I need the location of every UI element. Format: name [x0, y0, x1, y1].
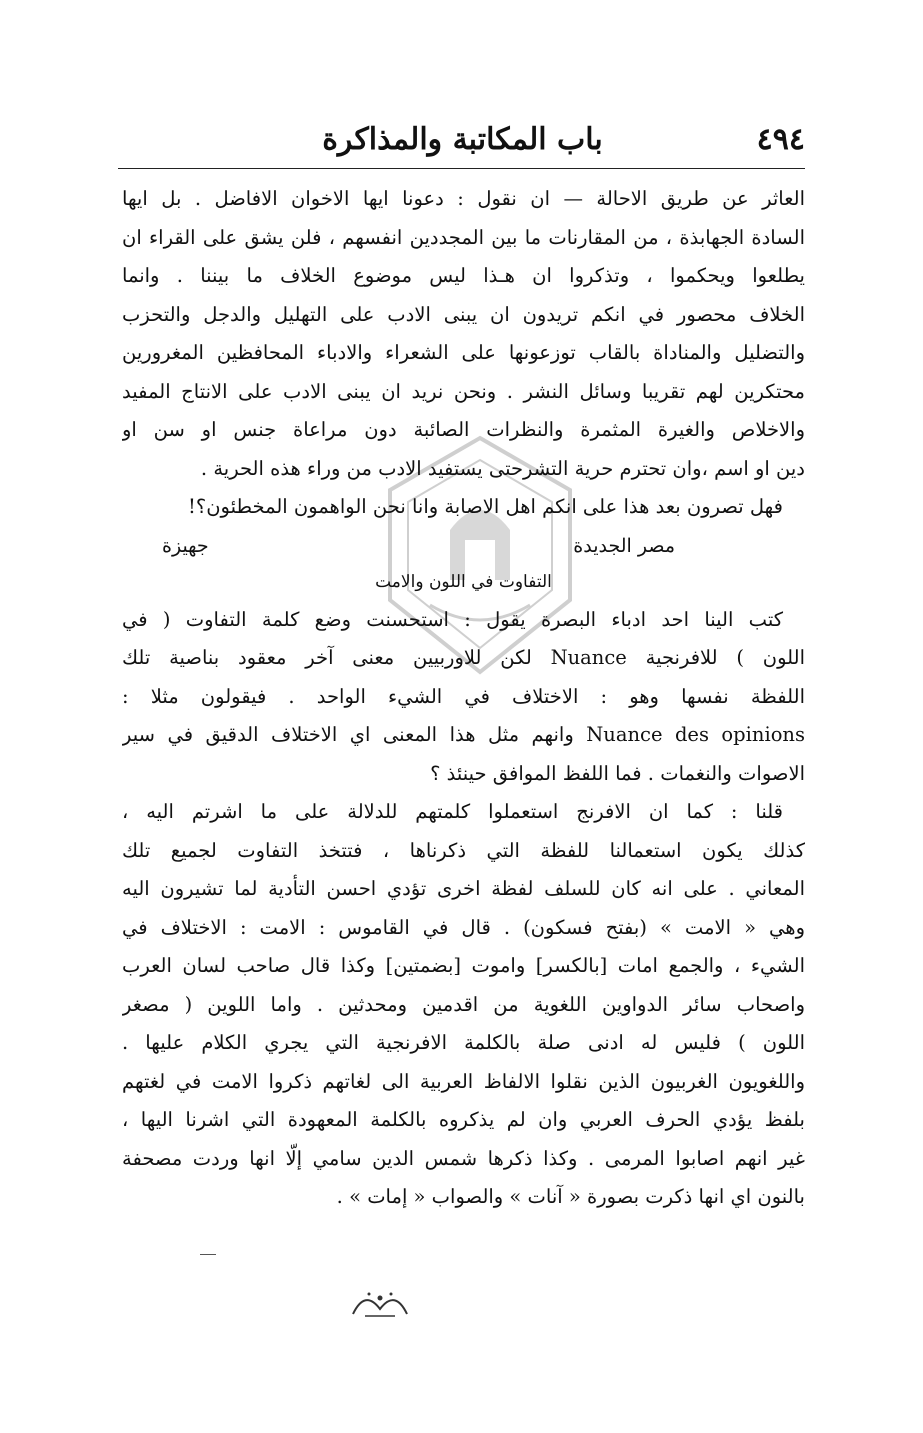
text-line: قلنا : كما ان الافرنج استعملوا كلمتهم للدلالة على ما اشرتم اليه ، — [122, 800, 783, 823]
page-title: باب المكاتبة والمذاكرة — [322, 122, 603, 157]
text-line: واللغويون الغربيون الذين نقلوا الالفاظ العربية الى لغاتهم ذكروا الامت في لغتهم — [122, 1069, 805, 1093]
text-line: غير انهم اصابوا المرمى . وكذا ذكرها شمس الدين سامي إلّا انها وردت مصحفة — [122, 1146, 805, 1170]
text-line: اللفظة نفسها وهو : الاختلاف في الشيء الواحد . فيقولون مثلا : — [122, 684, 805, 708]
text-line: اللون ) فليس له ادنى صلة بالكلمة الافرنجية التي يجري الكلام عليها . — [122, 1031, 805, 1054]
page-number: ٤٩٤ — [756, 122, 805, 157]
text-line: والاخلاص والغيرة المثمرة والنظرات الصائبة دون مراعاة جنس او سن او — [122, 418, 805, 441]
text-line: اللون ) للافرنجية Nuance لكن للاوربيين معنى آخر معقود بناصية تلك — [122, 646, 805, 669]
text-line: يطلعوا ويحكموا ، وتذكروا ان هـذا ليس موضوع الخلاف ما بيننا . وانما — [122, 264, 805, 287]
text-line: الخلاف محصور في انكم تريدون ان يبنى الادب على التهليل والدجل والتحزب — [122, 302, 805, 326]
signature-name: جهيزة — [162, 534, 209, 557]
main-text — [122, 180, 805, 1217]
letter-closing: فهل تصرون بعد هذا على انكم اهل الاصابة وانا نحن الواهمون المخطئون؟! — [188, 495, 783, 518]
text-line: الاصوات والنغمات . فما اللفظ الموافق حينئذ ؟ — [430, 761, 805, 785]
text-line: والتضليل والمناداة بالقاب توزعونها على الشعراء والادباء المحافظين المغرورين — [122, 341, 805, 364]
text-line: بلفظ يؤدي الحرف العربي وان لم يذكروه بالكلمة المعهودة التي اشرنا اليها ، — [122, 1108, 805, 1131]
text-line: العاثر عن طريق الاحالة — ان نقول : دعونا ايها الاخوان الافاضل . بل ايها — [122, 187, 805, 210]
text-line: بالنون اي انها ذكرت بصورة « آنات » والصواب « إمات » . — [336, 1185, 805, 1208]
text-line: المعاني . على انه كان للسلف لفظة اخرى تؤدي احسن التأدية لما تشيرون اليه — [122, 877, 805, 900]
text-line: واصحاب سائر الدواوين اللغوية من اقدمين ومحدثين . واما اللوين ( مصغر — [122, 992, 805, 1016]
text-line: كتب الينا احد ادباء البصرة يقول : استحسنت وضع كلمة التفاوت ( في — [122, 607, 783, 631]
section-title: التفاوت في اللون والامت — [375, 571, 552, 592]
text-line: وهي « الامت » (بفتح فسكون) . قال في القاموس : الامت : الاختلاف في — [122, 915, 805, 939]
page-header — [120, 118, 805, 166]
text-line: محتكرين لهم تقريبا وسائل النشر . ونحن نريد ان يبنى الادب على الانتاج المفيد — [122, 379, 805, 403]
letter-signature — [122, 527, 805, 565]
text-line: كذلك يكون استعمالنا للفظة التي ذكرناها ، فتتخذ التفاوت لجميع تلك — [122, 838, 805, 862]
header-rule — [118, 168, 805, 169]
signature-place: مصر الجديدة — [573, 534, 675, 557]
text-line: السادة الجهابذة ، من المقارنات ما بين المجددين انفسهم ، فلن يشق على القراء ان — [122, 225, 805, 249]
text-line: Nuance des opinions وانهم مثل هذا المعنى اي الاختلاف الدقيق في سير — [122, 723, 805, 746]
text-line: الشيء ، والجمع امات [بالكسر] واموت [بضمتين] وكذا قال صاحب لسان العرب — [122, 954, 805, 977]
end-ornament-icon — [345, 1284, 415, 1324]
text-line: دين او اسم ،وان تحترم حرية التشرحتى يستفيد الادب من وراء هذه الحرية . — [200, 456, 805, 480]
margin-mark — [200, 1254, 216, 1255]
